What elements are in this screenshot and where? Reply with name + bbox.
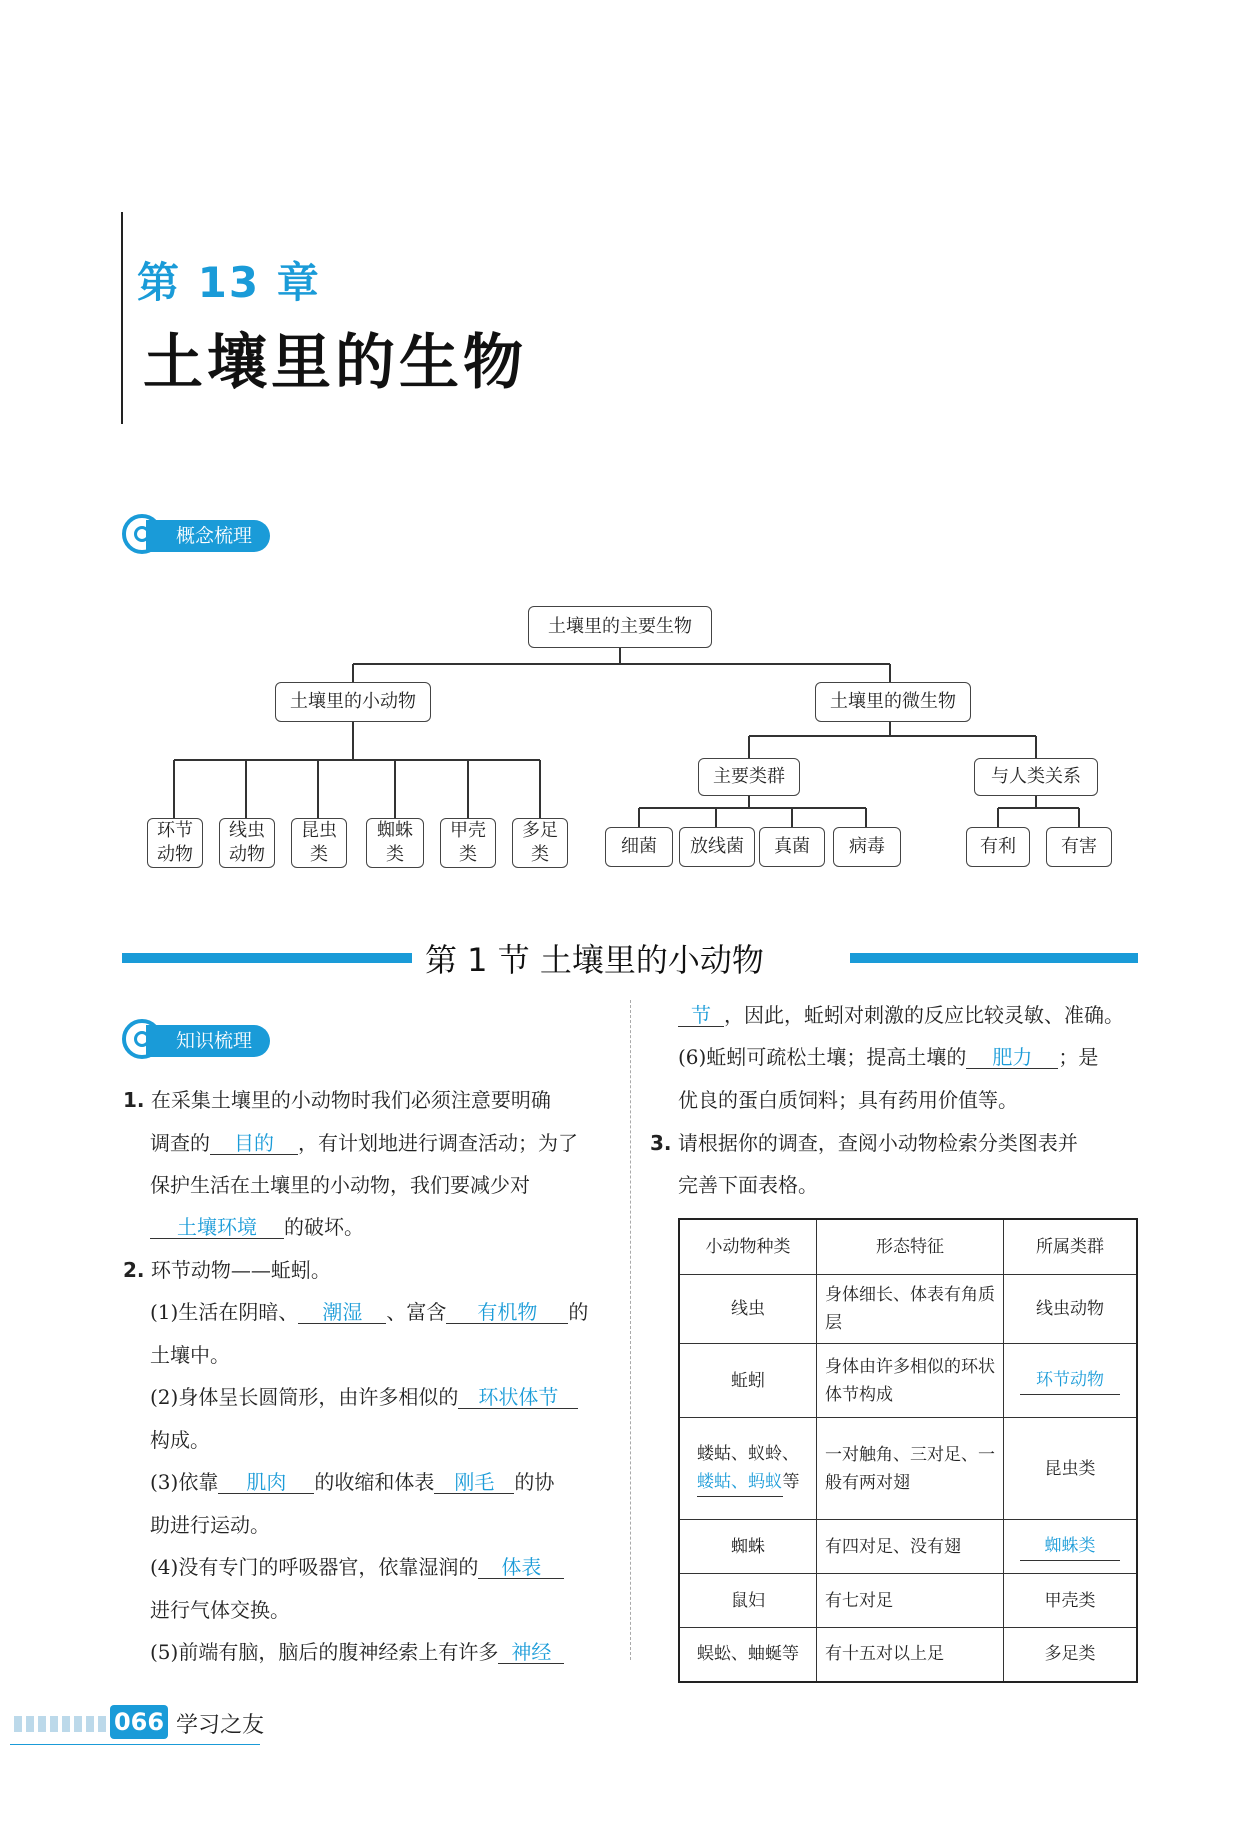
footer-rule (10, 1744, 260, 1745)
question-2-line (150, 1470, 554, 1494)
question-1-line: 保护生活在土壤里的小动物，我们要减少对 (150, 1173, 530, 1197)
animal-type-node: 线虫 动物 (219, 818, 275, 868)
answer-blank: 环节动物 (1020, 1366, 1120, 1395)
question-text: 调查的 (150, 1131, 210, 1155)
table-row (679, 1418, 1137, 1520)
question-text: 的 (568, 1300, 589, 1324)
column-divider (630, 1000, 631, 1660)
question-text: 的协 (514, 1470, 555, 1494)
question-1-line (150, 1131, 578, 1155)
animal-type-node: 多足 类 (512, 818, 568, 868)
concept-animals: 土壤里的小动物 (275, 682, 431, 722)
section-rule-right (850, 953, 1138, 963)
cell-kind: 蚯蚓 (679, 1344, 817, 1418)
cell-feature: 一对触角、三对足、一般有两对翅 (817, 1418, 1004, 1520)
question-2-line (150, 1555, 564, 1579)
answer-blank: 蝼蛄、蚂蚁 (697, 1468, 783, 1497)
question-text: ；是 (1058, 1045, 1099, 1069)
chapter-number: 第 13 章 (137, 258, 321, 307)
answer-blank: 蜘蛛类 (1020, 1532, 1120, 1561)
question-2-line: 助进行运动。 (150, 1513, 270, 1537)
cell-kind: 蜈蚣、蚰蜒等 (679, 1628, 817, 1682)
cell-kind: 鼠妇 (679, 1574, 817, 1628)
question-text: 的破坏。 (284, 1215, 364, 1239)
table-header: 形态特征 (817, 1219, 1004, 1275)
question-3-line (650, 1131, 1078, 1155)
animal-type-node: 昆虫 类 (291, 818, 347, 868)
question-2-line: 构成。 (150, 1428, 210, 1452)
answer-blank: 潮湿 (298, 1301, 386, 1324)
footer-decoration (14, 1716, 106, 1732)
question-2-cont-line: 优良的蛋白质饲料；具有药用价值等。 (678, 1088, 1018, 1112)
cell-group: 甲壳类 (1004, 1574, 1138, 1628)
cell-group (1004, 1520, 1138, 1574)
question-text: (2)身体呈长圆筒形，由许多相似的 (150, 1385, 459, 1409)
group-item-node: 真菌 (759, 827, 825, 867)
section-title: 第 1 节 土壤里的小动物 (425, 941, 764, 979)
concept-relation: 与人类关系 (974, 758, 1098, 796)
question-text: (5)前端有脑，脑后的腹神经索上有许多 (150, 1640, 499, 1664)
animal-type-node: 蜘蛛 类 (366, 818, 424, 868)
concept-badge-label: 概念梳理 (146, 520, 270, 552)
question-2-line (150, 1385, 578, 1409)
cell-feature: 有七对足 (817, 1574, 1004, 1628)
answer-blank: 有机物 (446, 1301, 568, 1324)
question-text: (4)没有专门的呼吸器官，依靠湿润的 (150, 1555, 479, 1579)
cell-feature: 有四对足、没有翅 (817, 1520, 1004, 1574)
question-number: 2. (123, 1258, 145, 1282)
question-1-line (150, 1215, 364, 1239)
answer-blank: 土壤环境 (150, 1216, 284, 1239)
answer-blank: 体表 (478, 1556, 564, 1579)
concept-main-groups: 主要类群 (698, 758, 800, 796)
table-row (679, 1344, 1137, 1418)
question-text: 请根据你的调查，查阅小动物检索分类图表并 (677, 1131, 1078, 1155)
cell-kind (679, 1418, 817, 1520)
cell-feature: 身体由许多相似的环状体节构成 (817, 1344, 1004, 1418)
cell-group (1004, 1344, 1138, 1418)
question-number: 3. (650, 1131, 672, 1155)
table-header: 所属类群 (1004, 1219, 1138, 1275)
question-2-line: 土壤中。 (150, 1343, 230, 1367)
cell-kind: 蜘蛛 (679, 1520, 817, 1574)
table-header-row (679, 1219, 1137, 1275)
table-row (679, 1275, 1137, 1344)
answer-blank: 刚毛 (434, 1471, 514, 1494)
table-row (679, 1520, 1137, 1574)
question-text: 在采集土壤里的小动物时我们必须注意要明确 (150, 1088, 551, 1112)
question-3-line: 完善下面表格。 (678, 1173, 818, 1197)
question-2-line (150, 1640, 564, 1664)
relation-item-node: 有利 (966, 827, 1030, 867)
question-text: (1)生活在阴暗、 (150, 1300, 299, 1324)
cell-group: 线虫动物 (1004, 1275, 1138, 1344)
question-2-line: 进行气体交换。 (150, 1598, 290, 1622)
table-row (679, 1628, 1137, 1682)
book-name: 学习之友 (176, 1713, 265, 1738)
answer-blank: 肌肉 (218, 1471, 314, 1494)
answer-blank: 目的 (210, 1132, 298, 1155)
group-item-node: 放线菌 (679, 827, 755, 867)
section-rule-left (122, 953, 412, 963)
question-text: ，有计划地进行调查活动；为了 (298, 1131, 578, 1155)
cell-kind-text: 等 (782, 1472, 800, 1492)
cell-kind: 线虫 (679, 1275, 817, 1344)
cell-feature: 身体细长、体表有角质层 (817, 1275, 1004, 1344)
cell-feature: 有十五对以上足 (817, 1628, 1004, 1682)
question-text: ，因此，蚯蚓对刺激的反应比较灵敏、准确。 (724, 1003, 1124, 1027)
question-text: (3)依靠 (150, 1470, 219, 1494)
question-1-line (123, 1088, 551, 1112)
knowledge-badge-label: 知识梳理 (146, 1025, 270, 1057)
question-2-line (150, 1300, 588, 1324)
table-header: 小动物种类 (679, 1219, 817, 1275)
animal-type-node: 环节 动物 (147, 818, 203, 868)
group-item-node: 细菌 (605, 827, 673, 867)
question-2-title (123, 1258, 331, 1282)
question-text: 、富含 (386, 1300, 447, 1324)
question-text: (6)蚯蚓可疏松土壤；提高土壤的 (678, 1045, 967, 1069)
page-number: 066 (110, 1705, 168, 1739)
concept-root: 土壤里的主要生物 (528, 606, 712, 648)
classification-table (678, 1218, 1138, 1683)
question-2-cont-line (678, 1003, 1124, 1027)
question-text: 的收缩和体表 (314, 1470, 435, 1494)
answer-blank: 节 (678, 1004, 724, 1027)
question-number: 1. (123, 1088, 145, 1112)
question-2-cont-line (678, 1045, 1098, 1069)
cell-group: 昆虫类 (1004, 1418, 1138, 1520)
answer-blank: 神经 (498, 1641, 564, 1664)
chapter-title: 土壤里的生物 (143, 328, 527, 398)
cell-kind-text: 蝼蛄、蚁蛉、 (697, 1444, 799, 1464)
cell-group: 多足类 (1004, 1628, 1138, 1682)
question-text: 环节动物——蚯蚓。 (150, 1258, 331, 1282)
table-row (679, 1574, 1137, 1628)
concept-microbes: 土壤里的微生物 (815, 682, 971, 722)
relation-item-node: 有害 (1046, 827, 1112, 867)
animal-type-node: 甲壳 类 (440, 818, 496, 868)
answer-blank: 环状体节 (458, 1386, 578, 1409)
group-item-node: 病毒 (833, 827, 901, 867)
answer-blank: 肥力 (966, 1046, 1058, 1069)
